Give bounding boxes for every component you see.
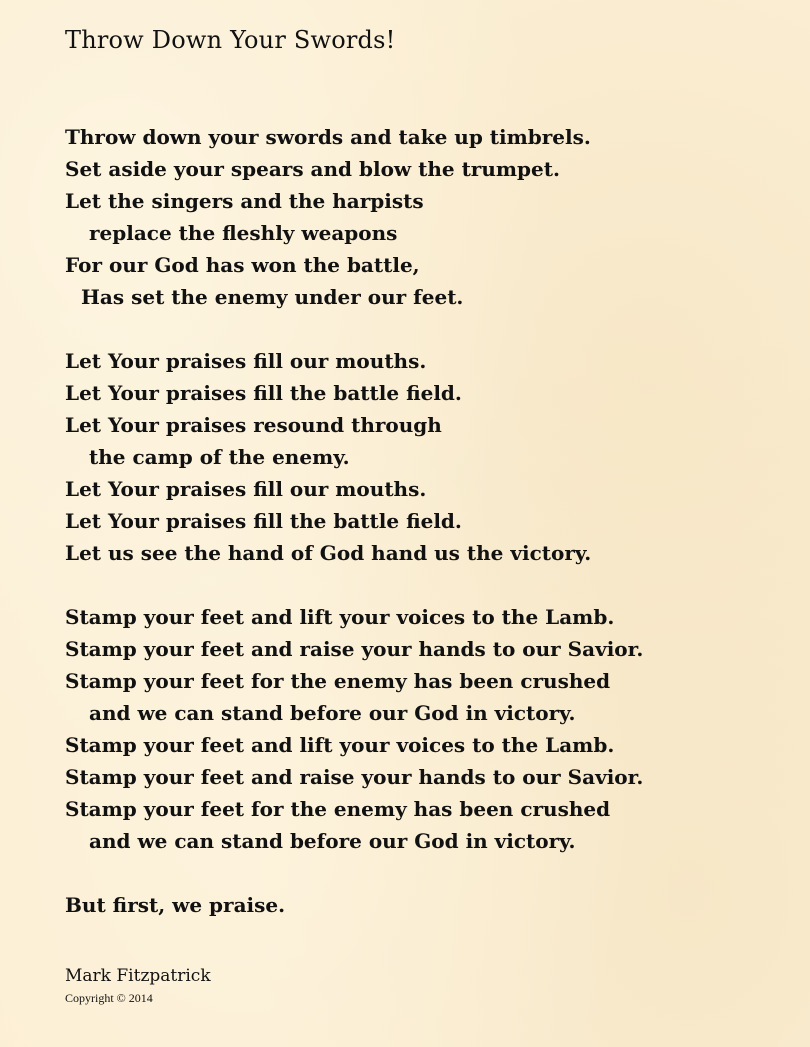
poem-line: Let Your praises fill our mouths. [65,477,427,501]
stanza [65,889,643,921]
poem-line: replace the fleshly weapons [89,221,398,245]
stanza-gap [65,313,643,345]
poem-line: Let Your praises resound through [65,413,442,437]
poem-line: Stamp your feet for the enemy has been crushed [65,797,611,821]
poem-line: Let the singers and the harpists [65,189,424,213]
stanza [65,121,643,313]
poem-line: Stamp your feet and lift your voices to the Lamb. [65,733,615,757]
poem-line: and we can stand before our God in victory. [89,701,576,725]
author-name: Mark Fitzpatrick [65,966,211,986]
poem-line: Stamp your feet and lift your voices to the Lamb. [65,605,615,629]
poem-line: Stamp your feet for the enemy has been crushed [65,669,611,693]
poem-line: Throw down your swords and take up timbrels. [65,125,591,149]
stanza [65,345,643,569]
poem-line: Let Your praises fill the battle field. [65,509,462,533]
stanza-gap [65,857,643,889]
poem-line: But first, we praise. [65,893,286,917]
stanza [65,601,643,857]
poem-line: the camp of the enemy. [89,445,350,469]
poem-line: Set aside your spears and blow the trumpet. [65,157,560,181]
stanza-gap [65,569,643,601]
poem-line: Stamp your feet and raise your hands to our Savior. [65,637,644,661]
poem-body [65,121,643,921]
poem-title: Throw Down Your Swords! [65,26,396,54]
poem-line: and we can stand before our God in victory. [89,829,576,853]
poem-line: Let us see the hand of God hand us the victory. [65,541,592,565]
poem-line: Let Your praises fill our mouths. [65,349,427,373]
poem-line: For our God has won the battle, [65,253,420,277]
copyright-notice: Copyright © 2014 [65,991,153,1005]
poem-line: Stamp your feet and raise your hands to our Savior. [65,765,644,789]
poem-line: Let Your praises fill the battle field. [65,381,462,405]
poem-line: Has set the enemy under our feet. [81,285,464,309]
